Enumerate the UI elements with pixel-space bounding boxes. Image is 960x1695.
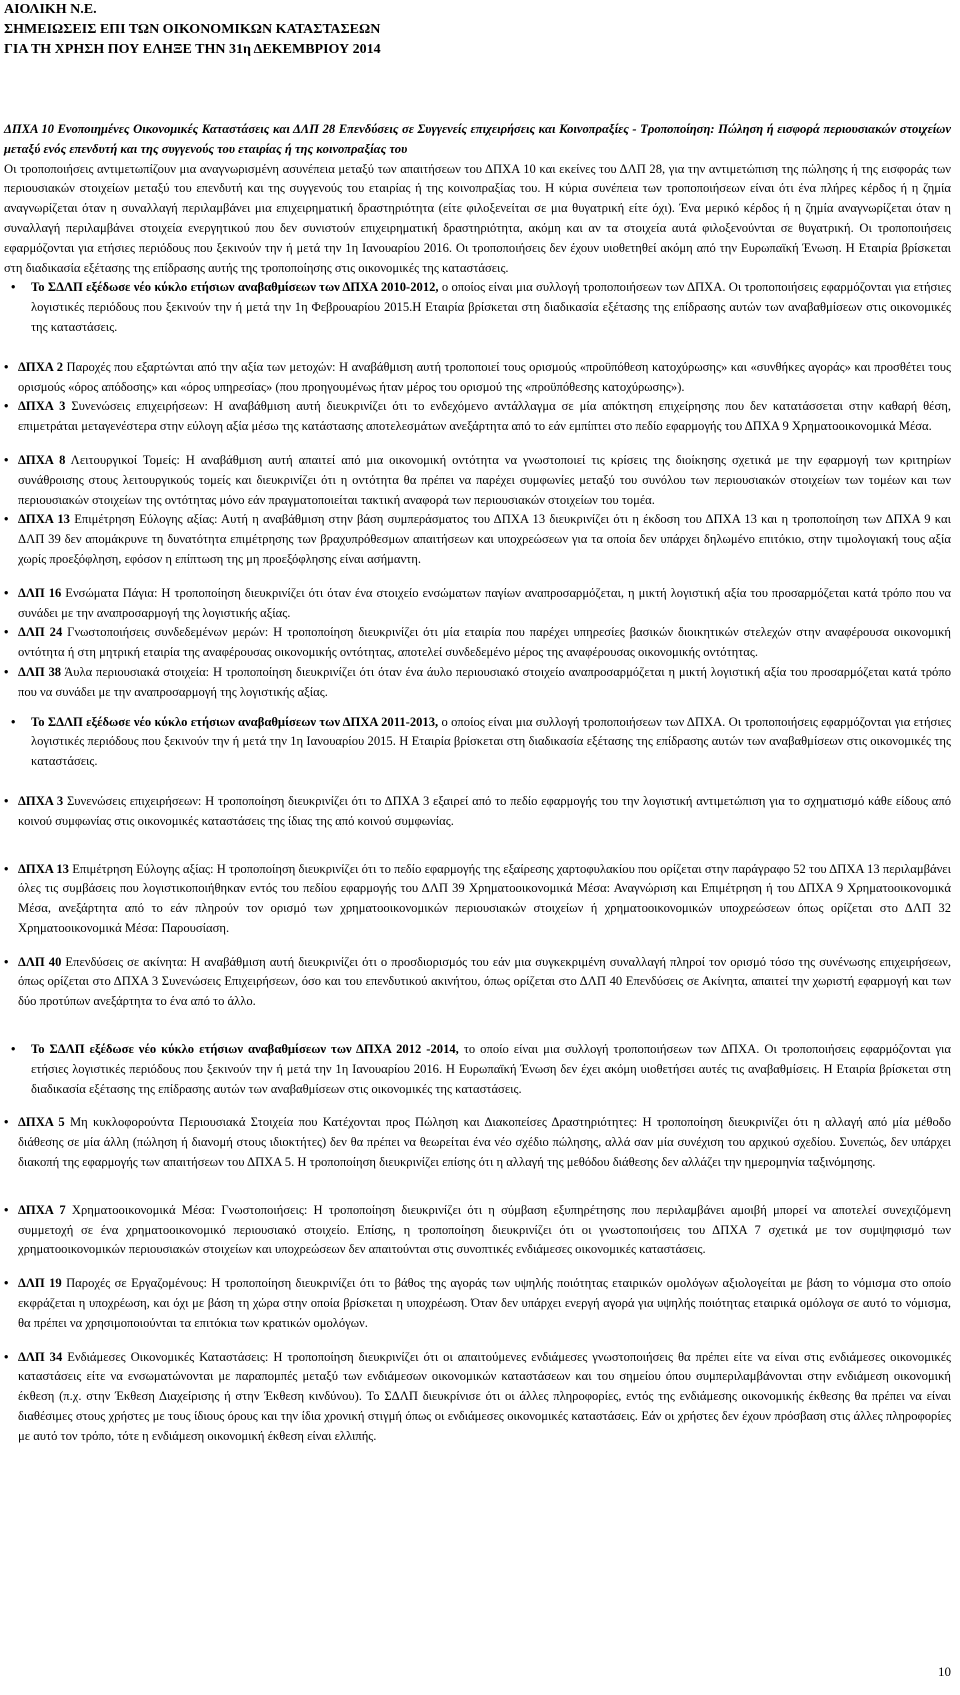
item-text: Γνωστοποιήσεις συνδεδεμένων μερών: Η τροποποίηση διευκρινίζει ότι μία εταιρία που παρέχει υπηρεσίες βασικών διοικητικών στελεχών στην αναφέρουσα οικονομική οντότητα ή στη μητρική εταιρία της αναφέρουσας οικονομικής οντότητας, αποτελεί συνδεδεμένο μέρος της αναφέρουσας οικονομικής οντότητας.	[18, 625, 951, 660]
standard-code: ΔΛΠ 34	[18, 1349, 63, 1364]
standard-code: ΔΠΧΑ 13	[18, 512, 70, 527]
item-text: Ενσώματα Πάγια: Η τροποποίηση διευκρινίζει ότι όταν ένα στοιχείο ενσώματων παγίων αναπροσαρμόζεται, η μικτή λογιστική αξία του προσαρμόζεται κατά τρόπο που να συνάδει με την αναπροσαρμογή της λογιστικής αξίας.	[18, 585, 951, 620]
page-number: 10	[938, 1664, 951, 1679]
cycle-text: ο οποίος είναι μια συλλογή τροποποιήσεων των ΔΠΧΑ. Οι τροποποιήσεις εφαρμόζονται για ετήσιες λογιστικές περιόδους που ξεκινούν την ή μετά την 1η Ιανουαρίου 2015. Η Εταιρία βρίσκεται στη διαδικασία εξέτασης της επίδρασης αυτών των αναβαθμίσεων στις οικονομικές της καταστάσεις.	[31, 714, 951, 769]
list-item	[4, 1274, 951, 1333]
list-item	[4, 397, 951, 437]
item-text: Ενδιάμεσες Οικονομικές Καταστάσεις: Η τροποποίηση διευκρινίζει ότι οι απαιτούμενες ενδιάμεσες γνωστοποιήσεις θα πρέπει είτε να είναι στις ενδιάμεσες οικονομικές καταστάσεις είτε να ενσωματώνονται με παραπομπές μεταξύ των ενδιάμεσων οικονομικών καταστάσεων και του σημείου όπου συμπεριλαμβάνονται στην ενδιάμεση οικονομική έκθεση (π.χ. στην Έκθεση Διαχείρισης ή στην Έκθεση κινδύνου). Το ΣΔΛΠ διευκρίνισε ότι οι άλλες πληροφορίες, εντός της ενδιάμεσης οικονομικής έκθεσης θα πρέπει να είναι διαθέσιμες στους χρήστες με τους ίδιους όρους και την ίδια χρονική στιγμή όπως οι ενδιάμεσες οικονομικές καταστάσεις. Εάν οι χρήστες δεν έχουν πρόσβαση στις άλλες πληροφορίες με αυτό τον τρόπο, τότε η ενδιάμεση οικονομική έκθεση είναι ελλιπής.	[18, 1349, 951, 1443]
list-item	[4, 792, 951, 832]
list-item	[4, 663, 951, 703]
document-period: ΓΙΑ ΤΗ ΧΡΗΣΗ ΠΟΥ ΕΛΗΞΕ ΤΗΝ 31η ΔΕΚΕΜΒΡΙΟΥ 2014	[4, 42, 381, 57]
list-item	[4, 358, 951, 398]
standard-code: ΔΛΠ 38	[18, 664, 62, 679]
standard-code: ΔΠΧΑ 2	[18, 359, 63, 374]
item-text: Παροχές σε Εργαζομένους: Η τροποποίηση διευκρινίζει ότι το βάθος της αγοράς των υψηλής ποιότητας εταιρικών ομολόγων αξιολογείται με βάση το νόμισμα στο οποίο εκφράζεται η υποχρέωση, και όχι με βάση τη χώρα στην οποία βρίσκεται η υποχρέωση. Όταν δεν υπάρχει ενεργή αγορά για υψηλής ποιότητας εταιρικά ομόλογα σε αυτό το νόμισμα, θα πρέπει να χρησιμοποιούνται τα επιτόκια των κρατικών ομολόγων.	[18, 1276, 951, 1330]
item-text: Επιμέτρηση Εύλογης αξίας: Αυτή η αναβάθμιση στην βάση συμπεράσματος του ΔΠΧΑ 13 διευκρινίζει ότι η έκδοση του ΔΠΧΑ 13 και η τροποποίηση των ΔΠΧΑ 9 και ΔΛΠ 39 δεν απομάκρυνε τη δυνατότητα επιμέτρησης των βραχυπρόθεσμων απαιτήσεων και υποχρεώσεων για τα οποία δεν υπάρχει δηλωμένο επιτόκιο, στην τιμολογιακή τους αξία χωρίς προεξόφληση, εφόσον η επίπτωση της μη προεξόφλησης είναι ασήμαντη.	[18, 512, 951, 566]
cycle-2011-2013-intro	[4, 713, 951, 772]
standard-code: ΔΛΠ 40	[18, 954, 62, 969]
list-item	[4, 1201, 951, 1260]
cycle-lead: Το ΣΔΛΠ εξέδωσε νέο κύκλο ετήσιων αναβαθμίσεων των ΔΠΧΑ 2011-2013,	[31, 714, 439, 729]
standard-code: ΔΠΧΑ 13	[18, 861, 69, 876]
standard-code: ΔΠΧΑ 3	[18, 793, 64, 808]
item-text: Μη κυκλοφορούντα Περιουσιακά Στοιχεία που Κατέχονται προς Πώληση και Διακοπείσες Δραστηριότητες: Η τροποποίηση διευκρινίζει ότι η αλλαγή από μία μέθοδο διάθεσης σε μία άλλη (πώληση ή διανομή στους ιδιοκτήτες) δεν θα πρέπει να θεωρείται ένα νέο σχέδιο πώλησης, αλλά σαν μία συνέχιση του αρχικού σχεδίου. Συνεπώς, δεν υπάρχει διακοπή της εφαρμογής των απαιτήσεων του ΔΠΧΑ 5. Η τροποποίηση διευκρινίζει επίσης ότι η αλλαγή της μεθόδου διάθεσης δεν αλλάζει την ημερομηνία ταξινόμησης.	[18, 1115, 951, 1170]
standard-code: ΔΠΧΑ 8	[18, 452, 66, 467]
standard-code: ΔΠΧΑ 5	[18, 1115, 65, 1130]
list-item	[4, 623, 951, 663]
cycle-lead: Το ΣΔΛΠ εξέδωσε νέο κύκλο ετήσιων αναβαθμίσεων των ΔΠΧΑ 2012 -2014,	[31, 1042, 459, 1057]
item-text: Συνενώσεις επιχειρήσεων: Η τροποποίηση διευκρινίζει ότι το ΔΠΧΑ 3 εξαιρεί από το πεδίο εφαρμογής του την λογιστική αντιμετώπιση για το σχηματισμό κάθε είδους από κοινού συμφωνίας στις οικονομικές καταστάσεις της ίδιας της από κοινού συμφωνίας.	[18, 793, 951, 828]
list-item	[4, 451, 951, 510]
cycle-text: ο οποίος είναι μια συλλογή τροποποιήσεων των ΔΠΧΑ. Οι τροποποιήσεις εφαρμόζονται για ετήσιες λογιστικές περιόδους που ξεκινούν την ή μετά την 1η Φεβρουαρίου 2015.Η Εταιρία βρίσκεται στη διαδικασία εξέτασης της επίδρασης αυτών των αναβαθμίσεων στις οικονομικές της καταστάσεις.	[31, 280, 951, 334]
item-text: Παροχές που εξαρτώνται από την αξία των μετοχών: Η αναβάθμιση αυτή τροποποιεί τους ορισμούς «προϋπόθεση κατοχύρωσης» και «συνθήκες αγοράς» και προσθέτει τους ορισμούς «όρος απόδοσης» και «όρος υπηρεσίας» (που προηγουμένως ήταν μέρος του ορισμού της «προϋπόθεσης κατοχύρωσης»).	[18, 359, 951, 394]
section-title: ΔΠΧΑ 10 Ενοποιημένες Οικονομικές Καταστάσεις και ΔΛΠ 28 Επενδύσεις σε Συγγενείς επιχειρήσεις και Κοινοπραξίες - Τροποποίηση: Πώληση ή εισφορά περιουσιακών στοιχείων μεταξύ ενός επενδυτή και της συγγενούς του εταιρίας ή της κοινοπραξίας του	[4, 122, 951, 156]
list-item	[4, 1113, 951, 1172]
company-name: ΑΙΟΛΙΚΗ Ν.Ε.	[4, 2, 97, 17]
list-item	[4, 584, 951, 624]
cycle-lead: Το ΣΔΛΠ εξέδωσε νέο κύκλο ετήσιων αναβαθμίσεων των ΔΠΧΑ 2010-2012,	[31, 280, 439, 295]
document-body	[4, 120, 951, 1447]
document-title: ΣΗΜΕΙΩΣΕΙΣ ΕΠΙ ΤΩΝ ΟΙΚΟΝΟΜΙΚΩΝ ΚΑΤΑΣΤΑΣΕΩΝ	[4, 22, 381, 37]
list-item	[4, 1348, 951, 1447]
standard-code: ΔΠΧΑ 3	[18, 399, 66, 414]
item-text: Άυλα περιουσιακά στοιχεία: Η τροποποίηση διευκρινίζει ότι όταν ένα άυλο περιουσιακό στοιχείο αναπροσαρμόζεται η μικτή λογιστική αξία του προσαρμόζεται κατά τρόπο που να συνάδει με την αναπροσαρμογή της λογιστικής αξίας.	[18, 664, 951, 699]
item-text: Επιμέτρηση Εύλογης αξίας: Η τροποποίηση διευκρινίζει ότι το πεδίο εφαρμογής της εξαίρεσης χαρτοφυλακίου που ορίζεται στην παράγραφο 52 του ΔΠΧΑ 13 περιλαμβάνει όλες τις συμβάσεις που λογιστικοποιήθηκαν εντός του πεδίου εφαρμογής του ΔΛΠ 39 Χρηματοοικονομικά Μέσα: Αναγνώριση και Επιμέτρηση ή του ΔΠΧΑ 9 Χρηματοοικονομικά Μέσα, ανεξάρτητα από το εάν πληρούν τον ορισμό των χρηματοοικονομικών περιουσιακών στοιχείων ή χρηματοοικονομικών υποχρεώσεων όπως ορίζεται στο ΔΛΠ 32 Χρηματοοικονομικά Μέσα: Παρουσίαση.	[18, 861, 951, 935]
item-text: Λειτουργικοί Τομείς: Η αναβάθμιση αυτή απαιτεί από μια οικονομική οντότητα να γνωστοποιεί τις κρίσεις της διοίκησης σχετικά με την εφαρμογή των κριτηρίων συνάθροισης στους λειτουργικούς τομείς και διευκρινίζει ότι η οντότητα θα πρέπει να παρέχει συμφωνίες μεταξύ του συνόλου των περιουσιακών στοιχείων των τομέων και των περιουσιακών στοιχείων της οντότητας μόνο εάν πραγματοποιείται τακτική αναφορά των περιουσιακών στοιχείων του τομέα.	[18, 452, 951, 507]
item-text: Συνενώσεις επιχειρήσεων: Η αναβάθμιση αυτή διευκρινίζει ότι το ενδεχόμενο αντάλλαγμα σε μία απόκτηση επιχείρησης που δεν κατατάσσεται στην καθαρή θέση, επιμετράται μεταγενέστερα στην εύλογη αξία μέσω της κατάστασης αποτελεσμάτων ανεξάρτητα από το εάν εμπίπτει στο πεδίο εφαρμογής του ΔΠΧΑ 9 Χρηματοοικονομικά Μέσα.	[18, 399, 951, 434]
list-item	[4, 860, 951, 939]
standard-code: ΔΛΠ 24	[18, 625, 63, 640]
list-item	[4, 510, 951, 569]
standard-code: ΔΛΠ 16	[18, 585, 62, 600]
document-header	[4, 0, 381, 60]
cycle-text: το οποίο είναι μια συλλογή τροποποιήσεων των ΔΠΧΑ. Οι τροποποιήσεις εφαρμόζονται για ετήσιες λογιστικές περιόδους που ξεκινούν την ή μετά την 1η Ιανουαρίου 2016. Η Ευρωπαϊκή Ένωση δεν έχει ακόμη υιοθετήσει αυτές τις αναβαθμίσεις. Η Εταιρία βρίσκεται στη διαδικασία εξέτασης της επίδρασης αυτών των αναβαθμίσεων στις οικονομικές της καταστάσεις.	[31, 1042, 951, 1096]
item-text: Χρηματοοικονομικά Μέσα: Γνωστοποιήσεις: Η τροποποίηση διευκρινίζει ότι η σύμβαση εξυπηρέτησης που περιλαμβάνει αμοιβή μπορεί να αποτελεί συνεχιζόμενη συμμετοχή σε ένα χρηματοοικονομικό περιουσιακό στοιχείο. Επίσης, η τροποποίηση διευκρινίζει ότι οι γνωστοποιήσεις του ΔΠΧΑ 7 σχετικά με τον συμψηφισμό των χρηματοοικονομικών περιουσιακών στοιχείων και υποχρεώσεων δεν απαιτούνται στις συνοπτικές ενδιάμεσες οικονομικές καταστάσεις.	[18, 1202, 951, 1257]
standard-code: ΔΛΠ 19	[18, 1276, 62, 1291]
cycle-2012-2014-intro	[4, 1040, 951, 1099]
standard-code: ΔΠΧΑ 7	[18, 1202, 66, 1217]
item-text: Επενδύσεις σε ακίνητα: Η αναβάθμιση αυτή διευκρινίζει ότι ο προσδιορισμός του εάν μια συγκεκριμένη συναλλαγή πληροί τον ορισμό τόσο της συνένωσης επιχειρήσεων, όπως ορίζεται στο ΔΠΧΑ 3 Συνενώσεις Επιχειρήσεων, όσο και του επενδυτικού ακινήτου, όπως ορίζεται στο ΔΛΠ 40 Επενδύσεις σε Ακίνητα, απαιτεί την χωριστή εφαρμογή και των δύο προτύπων ανεξάρτητα το ένα από το άλλο.	[18, 954, 951, 1009]
cycle-2010-2012-intro	[4, 278, 951, 337]
section-paragraph: Οι τροποποιήσεις αντιμετωπίζουν μια αναγνωρισμένη ασυνέπεια μεταξύ των απαιτήσεων του ΔΠΧΑ 10 και εκείνες του ΔΛΠ 28, για την αντιμετώπιση της πώλησης ή της εισφοράς των περιουσιακών στοιχείων μεταξύ του επενδυτή και της συγγενούς του εταιρίας ή της κοινοπραξίας του. Η κύρια συνέπεια των τροποποιήσεων είναι ότι ένα πλήρες κέρδος ή η ζημία αναγνωρίζεται όταν η συναλλαγή περιλαμβάνει μια επιχειρηματική δραστηριότητα (είτε φιλοξενείται σε μια θυγατρική είτε όχι). Ένα μερικό κέρδος ή η ζημία αναγνωρίζεται όταν η συναλλαγή περιλαμβάνει στοιχεία ενεργητικού που δεν συνιστούν επιχειρηματική δραστηριότητα, ακόμη και αν τα στοιχεία αυτά φιλοξενούνται σε θυγατρική. Οι τροποποιήσεις εφαρμόζονται για ετήσιες περιόδους που ξεκινούν την ή μετά την 1η Ιανουαρίου 2016. Οι τροποποιήσεις δεν έχουν υιοθετηθεί ακόμη από την Ευρωπαϊκή Ένωση. Η Εταιρία βρίσκεται στη διαδικασία εξέτασης της επίδρασης αυτής της τροποποίησης στις οικονομικές της καταστάσεις.	[4, 161, 951, 275]
list-item	[4, 953, 951, 1012]
